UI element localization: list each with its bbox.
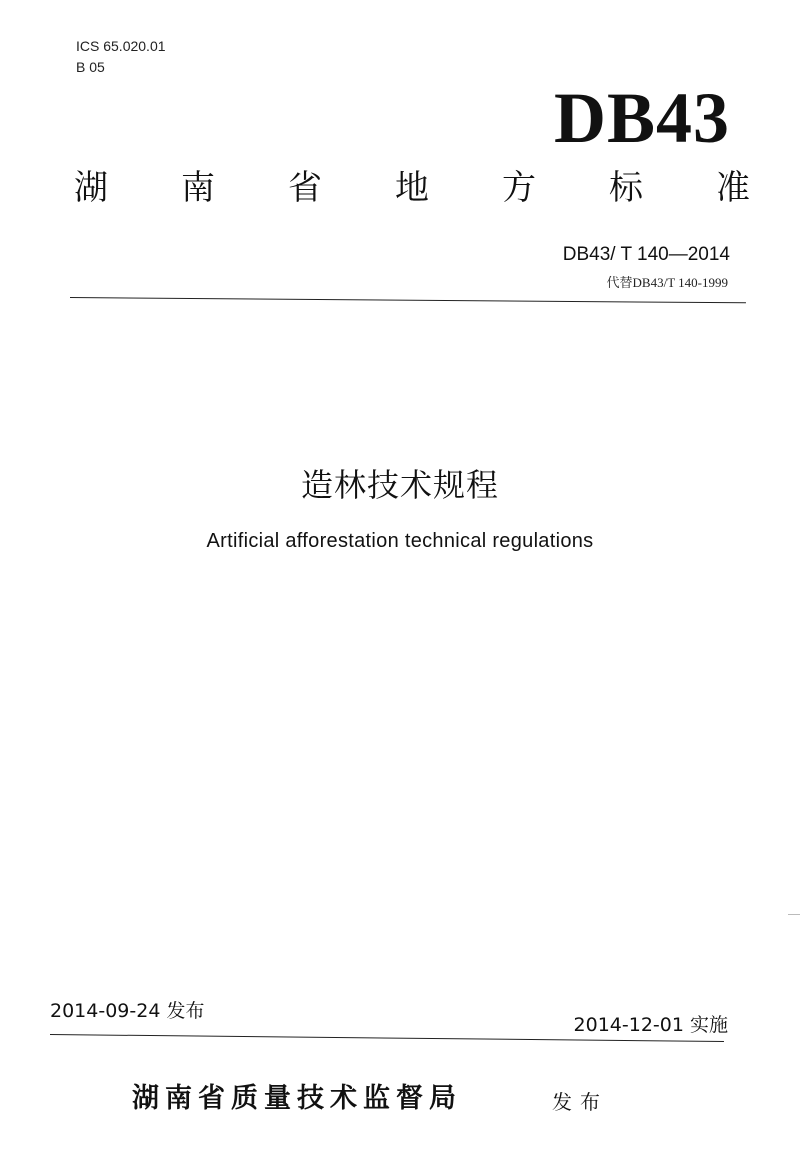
implementation-date: 2014-12-01 实施 xyxy=(573,1014,728,1036)
standard-type-char: 省 xyxy=(288,168,322,208)
issuing-authority: 湖南省质量技术监督局 xyxy=(132,1083,462,1114)
standard-type-char: 地 xyxy=(395,168,429,208)
standard-type-char: 湖 xyxy=(74,168,108,208)
standard-number: DB43/ T 140—2014 xyxy=(562,244,730,265)
scan-edge-mark xyxy=(788,914,800,915)
classification-code: B 05 xyxy=(76,59,105,75)
standard-type-char: 准 xyxy=(716,168,750,208)
document-title-english: Artificial afforestation technical regulations xyxy=(206,530,594,552)
standard-type-char: 方 xyxy=(502,168,536,208)
standard-type-char: 标 xyxy=(609,168,643,208)
publish-date: 2014-09-24 发布 xyxy=(50,1000,205,1022)
standard-type-char: 南 xyxy=(181,168,215,208)
issue-label: 发布 xyxy=(552,1090,608,1114)
db-logo: DB43 xyxy=(553,78,730,158)
standard-type-heading xyxy=(74,160,750,209)
ics-code: ICS 65.020.01 xyxy=(76,38,166,54)
replaces-standard: 代替DB43/T 140-1999 xyxy=(606,275,728,290)
document-title-chinese: 造林技术规程 xyxy=(300,466,499,504)
header-divider xyxy=(70,297,746,303)
